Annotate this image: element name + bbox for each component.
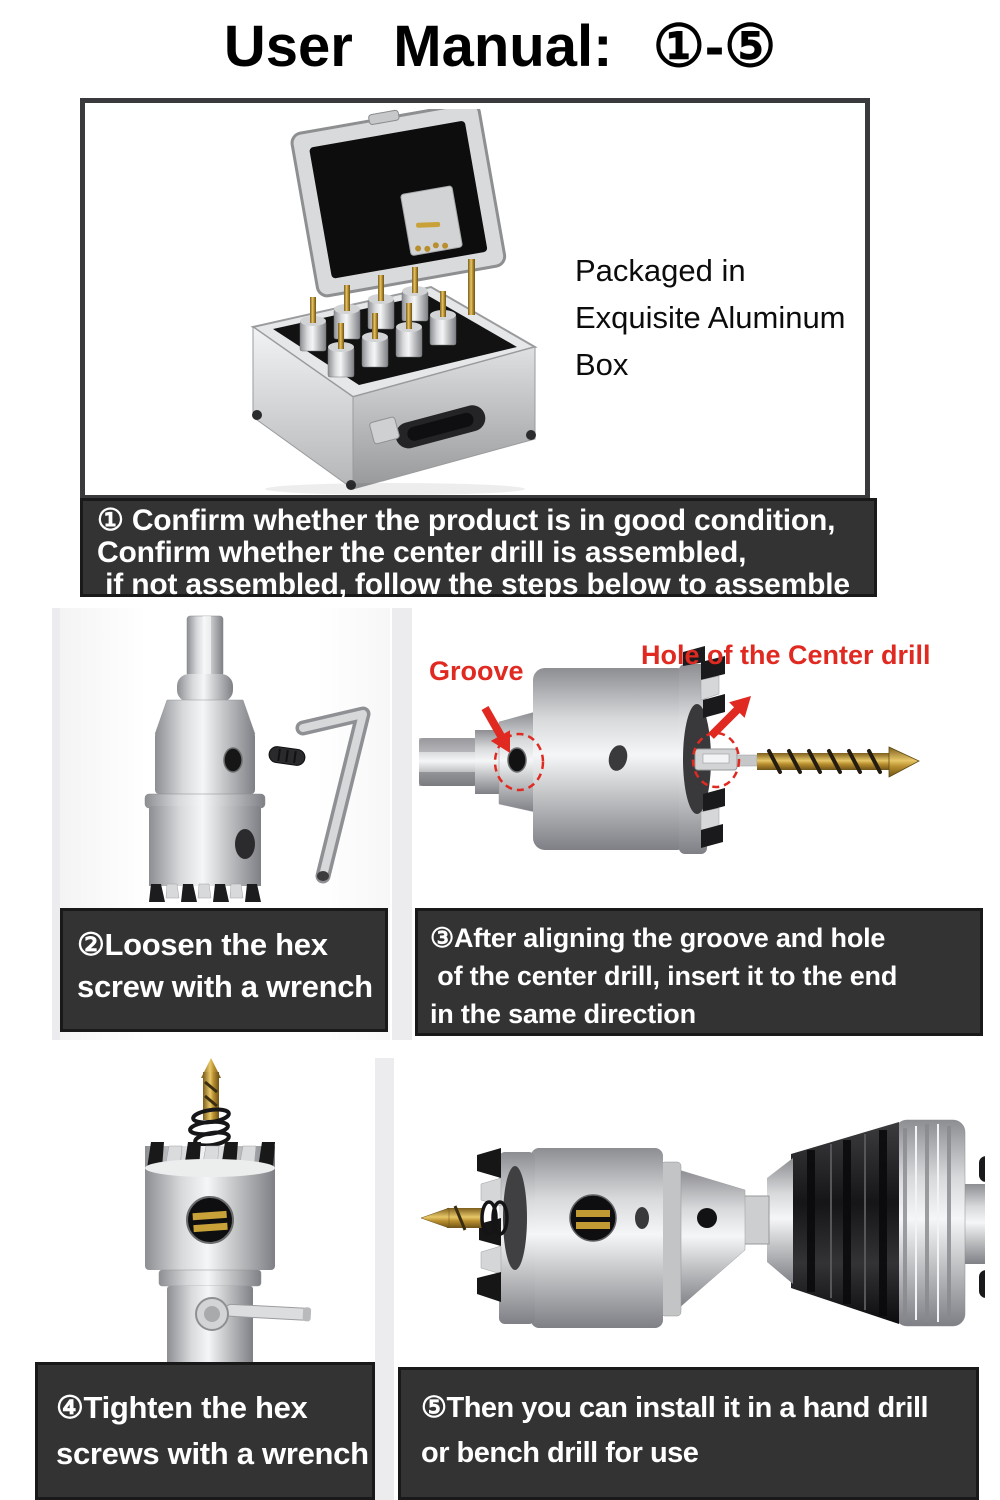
center-drill-tip — [189, 1058, 229, 1148]
step1-box — [80, 498, 877, 601]
packaging-caption — [575, 247, 846, 388]
hole-saw-body — [145, 1142, 275, 1366]
bottom-right-panel — [395, 1058, 985, 1500]
caption-line: Exquisite Aluminum — [575, 300, 846, 335]
bottom-panel-divider — [374, 1058, 394, 1500]
step5-line: ⑤Then you can install it in a hand drill — [421, 1392, 929, 1424]
hole-label: Hole of the Center drill — [641, 640, 931, 670]
grub-screw — [268, 746, 306, 767]
center-drill-tip-side — [421, 1202, 507, 1234]
bottom-left-panel — [35, 1058, 375, 1500]
page-title: User Manual: ①-⑤ — [223, 14, 777, 79]
middle-left-panel — [60, 608, 390, 1040]
hex-wrench — [303, 714, 363, 881]
chuck-collar — [895, 1120, 965, 1326]
step3-line: in the same direction — [430, 999, 696, 1029]
hole-saw-assembled-illustration — [35, 1058, 375, 1366]
step4-box — [35, 1362, 375, 1500]
top-panel — [80, 98, 870, 500]
groove-label: Groove — [429, 656, 524, 686]
step2-box — [60, 908, 388, 1032]
wrench-in-screw — [196, 1298, 311, 1330]
step5-box — [398, 1367, 979, 1500]
step3-box — [415, 908, 983, 1036]
chuck-body — [743, 1122, 899, 1324]
step2-line: ②Loosen the hex — [77, 927, 328, 962]
step1-line: Confirm whether the center drill is assembled, — [97, 536, 747, 569]
step3-line: of the center drill, insert it to the end — [430, 961, 898, 991]
caption-line: Box — [575, 347, 629, 382]
step4-line: ④Tighten the hex — [56, 1390, 308, 1425]
hole-saw-mounted — [477, 1148, 663, 1328]
step1-line: if not assembled, follow the steps below to assemble — [97, 568, 850, 601]
adapter — [661, 1162, 745, 1316]
step3-line: ③After aligning the groove and hole — [430, 923, 886, 953]
aluminum-box-illustration — [235, 109, 565, 495]
step4-line: screws with a wrench — [56, 1436, 369, 1471]
caption-line: Packaged in — [575, 253, 746, 288]
step5-line: or bench drill for use — [421, 1437, 699, 1469]
step2-line: screw with a wrench — [77, 969, 373, 1004]
hole-saw — [145, 616, 265, 902]
middle-panel-divider — [392, 608, 412, 1040]
middle-right-panel — [413, 608, 990, 1040]
center-drill-bit — [695, 747, 919, 777]
hole-saw-wrench-illustration — [65, 610, 395, 910]
step1-line: ① Confirm whether the product is in good condition, — [97, 504, 836, 537]
drill-chuck-illustration — [395, 1058, 985, 1368]
